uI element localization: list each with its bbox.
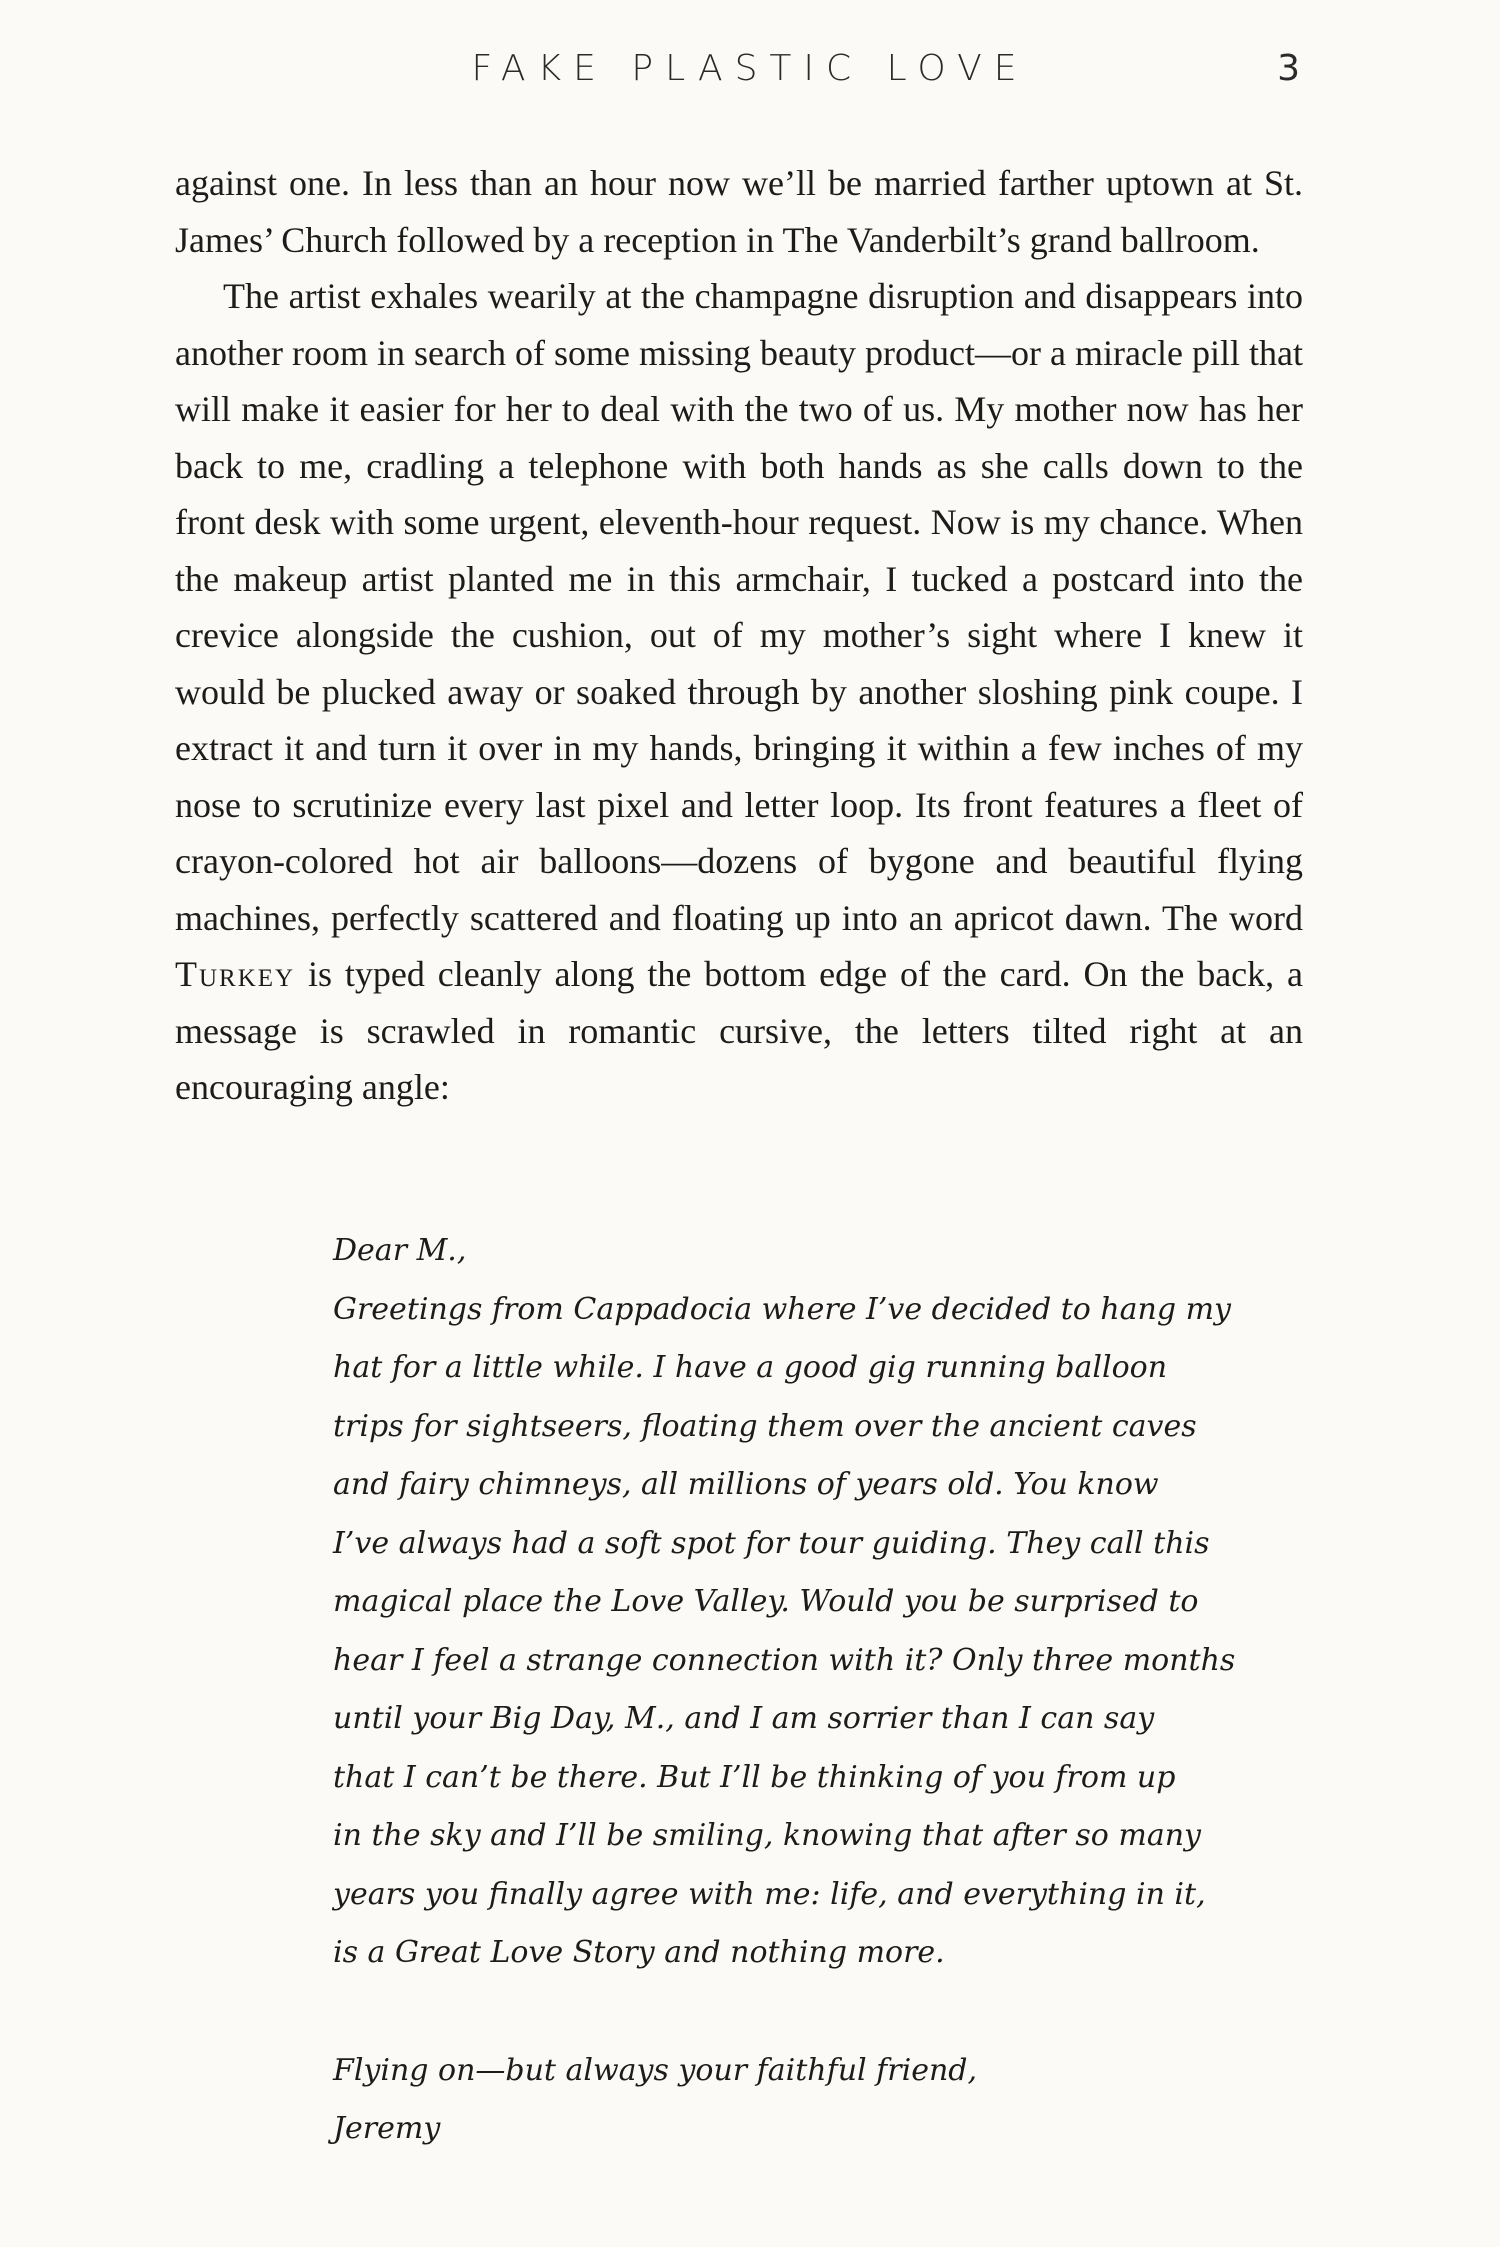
letter-line: is a Great Love Story and nothing more. [333, 1935, 945, 1970]
page-number: 3 [1277, 48, 1300, 89]
letter-line: Greetings from Cappadocia where I’ve decided to hang my [333, 1291, 1232, 1327]
postcard-letter [333, 1222, 1236, 2159]
book-title: FAKE PLASTIC LOVE [471, 48, 1029, 89]
paragraph-2-text-a: The artist exhales wearily at the champagne disruption and disappears into another room in search of some missing beauty product—or a miracle pill that will make it easier for her to deal with the two of us. My mother now has her back to me, cradling a telephone with both hands as she calls down to the front desk with some urgent, eleventh-hour request. Now is my chance. When the makeup artist planted me in this armchair, I tucked a postcard into the crevice alongside the cushion, out of my mother’s sight where I knew it would be plucked away or soaked through by another sloshing pink coupe. I extract it and turn it over in my hands, bringing it within a few inches of my nose to scrutinize every last pixel and letter loop. Its front features a fleet of crayon-colored hot air balloons—dozens of bygone and beautiful flying machines, perfectly scattered and floating up into an apricot dawn. The word [175, 276, 1303, 938]
letter-signature: Jeremy [333, 2111, 441, 2146]
letter-line: and fairy chimneys, all millions of years old. You know [333, 1467, 1159, 1502]
letter-salutation: Dear M., [333, 1233, 467, 1268]
letter-line: until your Big Day, M., and I am sorrier than I can say [333, 1701, 1155, 1736]
paragraph-2-text-b: is typed cleanly along the bottom edge of the card. On the back, a message is scrawled in romantic cursive, the letters tilted right at an encouraging angle: [175, 954, 1303, 1107]
letter-line: hat for a little while. I have a good gig running balloon [333, 1350, 1168, 1385]
place-name-smallcaps: Turkey [175, 954, 296, 994]
letter-body [333, 1281, 1236, 1983]
letter-line: trips for sightseers, floating them over the ancient caves [333, 1408, 1197, 1444]
letter-line: in the sky and I’ll be smiling, knowing that after so many [333, 1818, 1201, 1853]
letter-line: magical place the Love Valley. Would you be surprised to [333, 1584, 1199, 1619]
paragraph-2 [175, 268, 1303, 1116]
letter-line: years you finally agree with me: life, and everything in it, [333, 1876, 1206, 1912]
letter-line: that I can’t be there. But I’ll be thinking of you from up [333, 1759, 1176, 1795]
letter-closing: Flying on—but always your faithful friend, [333, 2052, 978, 2088]
running-head [0, 48, 1500, 98]
letter-line: hear I feel a strange connection with it? Only three months [333, 1642, 1236, 1678]
body-text [175, 155, 1303, 1116]
paragraph-1: against one. In less than an hour now we’ll be married farther uptown at St. James’ Church followed by a reception in The Vanderbilt’s grand ballroom. [175, 163, 1303, 260]
letter-line: I’ve always had a soft spot for tour guiding. They call this [333, 1525, 1210, 1561]
